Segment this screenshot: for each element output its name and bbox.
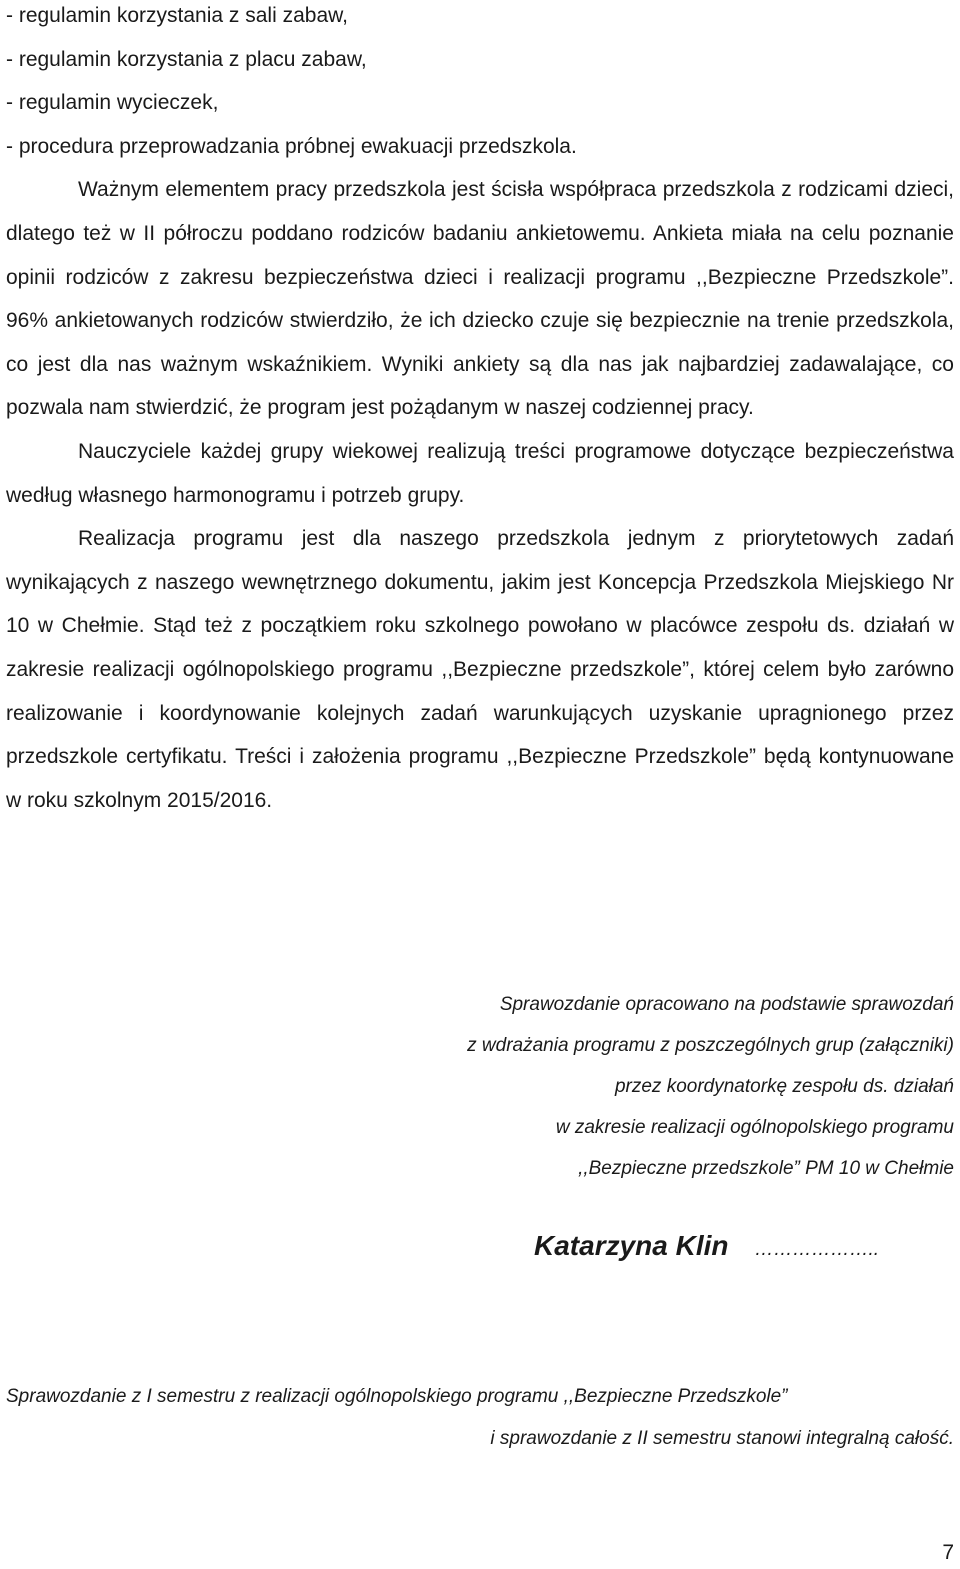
paragraph-teachers: Nauczyciele każdej grupy wiekowej realizują treści programowe dotyczące bezpieczeństwa według własnego harmonogramu i potrzeb grupy.	[6, 439, 954, 507]
signature-dots: ………………..	[754, 1239, 880, 1260]
list-item: - regulamin korzystania z sali zabaw,	[6, 4, 348, 27]
list-item: - procedura przeprowadzania próbnej ewakuacji przedszkola.	[6, 134, 577, 158]
signer-name: Katarzyna Klin	[534, 1230, 729, 1261]
list-item: - regulamin wycieczek,	[6, 91, 219, 115]
attribution-line: przez koordynatorkę zespołu ds. działań	[614, 1076, 954, 1097]
attribution-line: w zakresie realizacji ogólnopolskiego programu	[555, 1117, 954, 1138]
page-number: 7	[942, 1541, 954, 1564]
paragraph-program-realization: Realizacja programu jest dla naszego przedszkola jednym z priorytetowych zadań wynikających z naszego wewnętrznego dokumentu, jakim jest Koncepcja Przedszkola Miejskiego Nr 10 w Chełmie. Stąd też z początkiem roku szkolnego powołano w placówce zespołu ds. działań w zakresie realizacji ogólnopolskiego programu ,,Bezpieczne przedszkole”, której celem było zarówno realizowanie i koordynowanie kolejnych zadań warunkujących uzyskanie upragnionego przez przedszkole certyfikatu. Treści i założenia programu ,,Bezpieczne Przedszkole” będą kontynuowane w roku szkolnym 2015/2016.	[6, 527, 954, 812]
report-attribution	[254, 984, 954, 1189]
footer-note-line: i sprawozdanie z II semestru stanowi integralną całość.	[490, 1428, 954, 1449]
list-item: - regulamin korzystania z placu zabaw,	[6, 47, 367, 71]
attribution-line: ,,Bezpieczne przedszkole” PM 10 w Chełmie	[578, 1158, 954, 1179]
footer-note	[6, 1376, 954, 1460]
attribution-line: z wdrażania programu z poszczególnych grup (załączniki)	[467, 1035, 954, 1056]
report-body	[6, 0, 954, 822]
signature-line	[534, 1226, 879, 1270]
paragraph-parent-survey: Ważnym elementem pracy przedszkola jest ścisła współpraca przedszkola z rodzicami dzieci, dlatego też w II półroczu poddano rodziców badaniu ankietowemu. Ankieta miała na celu poznanie opinii rodziców z zakresu bezpieczeństwa dzieci i realizacji programu ,,Bezpieczne Przedszkole”. 96% ankietowanych rodziców stwierdziło, że ich dziecko czuje się bezpiecznie na trenie przedszkola, co jest dla nas ważnym wskaźnikiem. Wyniki ankiety są dla nas jak najbardziej zadawalające, co pozwala nam stwierdzić, że program jest pożądanym w naszej codziennej pracy.	[6, 178, 954, 420]
footer-note-line: Sprawozdanie z I semestru z realizacji ogólnopolskiego programu ,,Bezpieczne Przedszkole”	[6, 1386, 788, 1407]
attribution-line: Sprawozdanie opracowano na podstawie sprawozdań	[499, 994, 954, 1015]
